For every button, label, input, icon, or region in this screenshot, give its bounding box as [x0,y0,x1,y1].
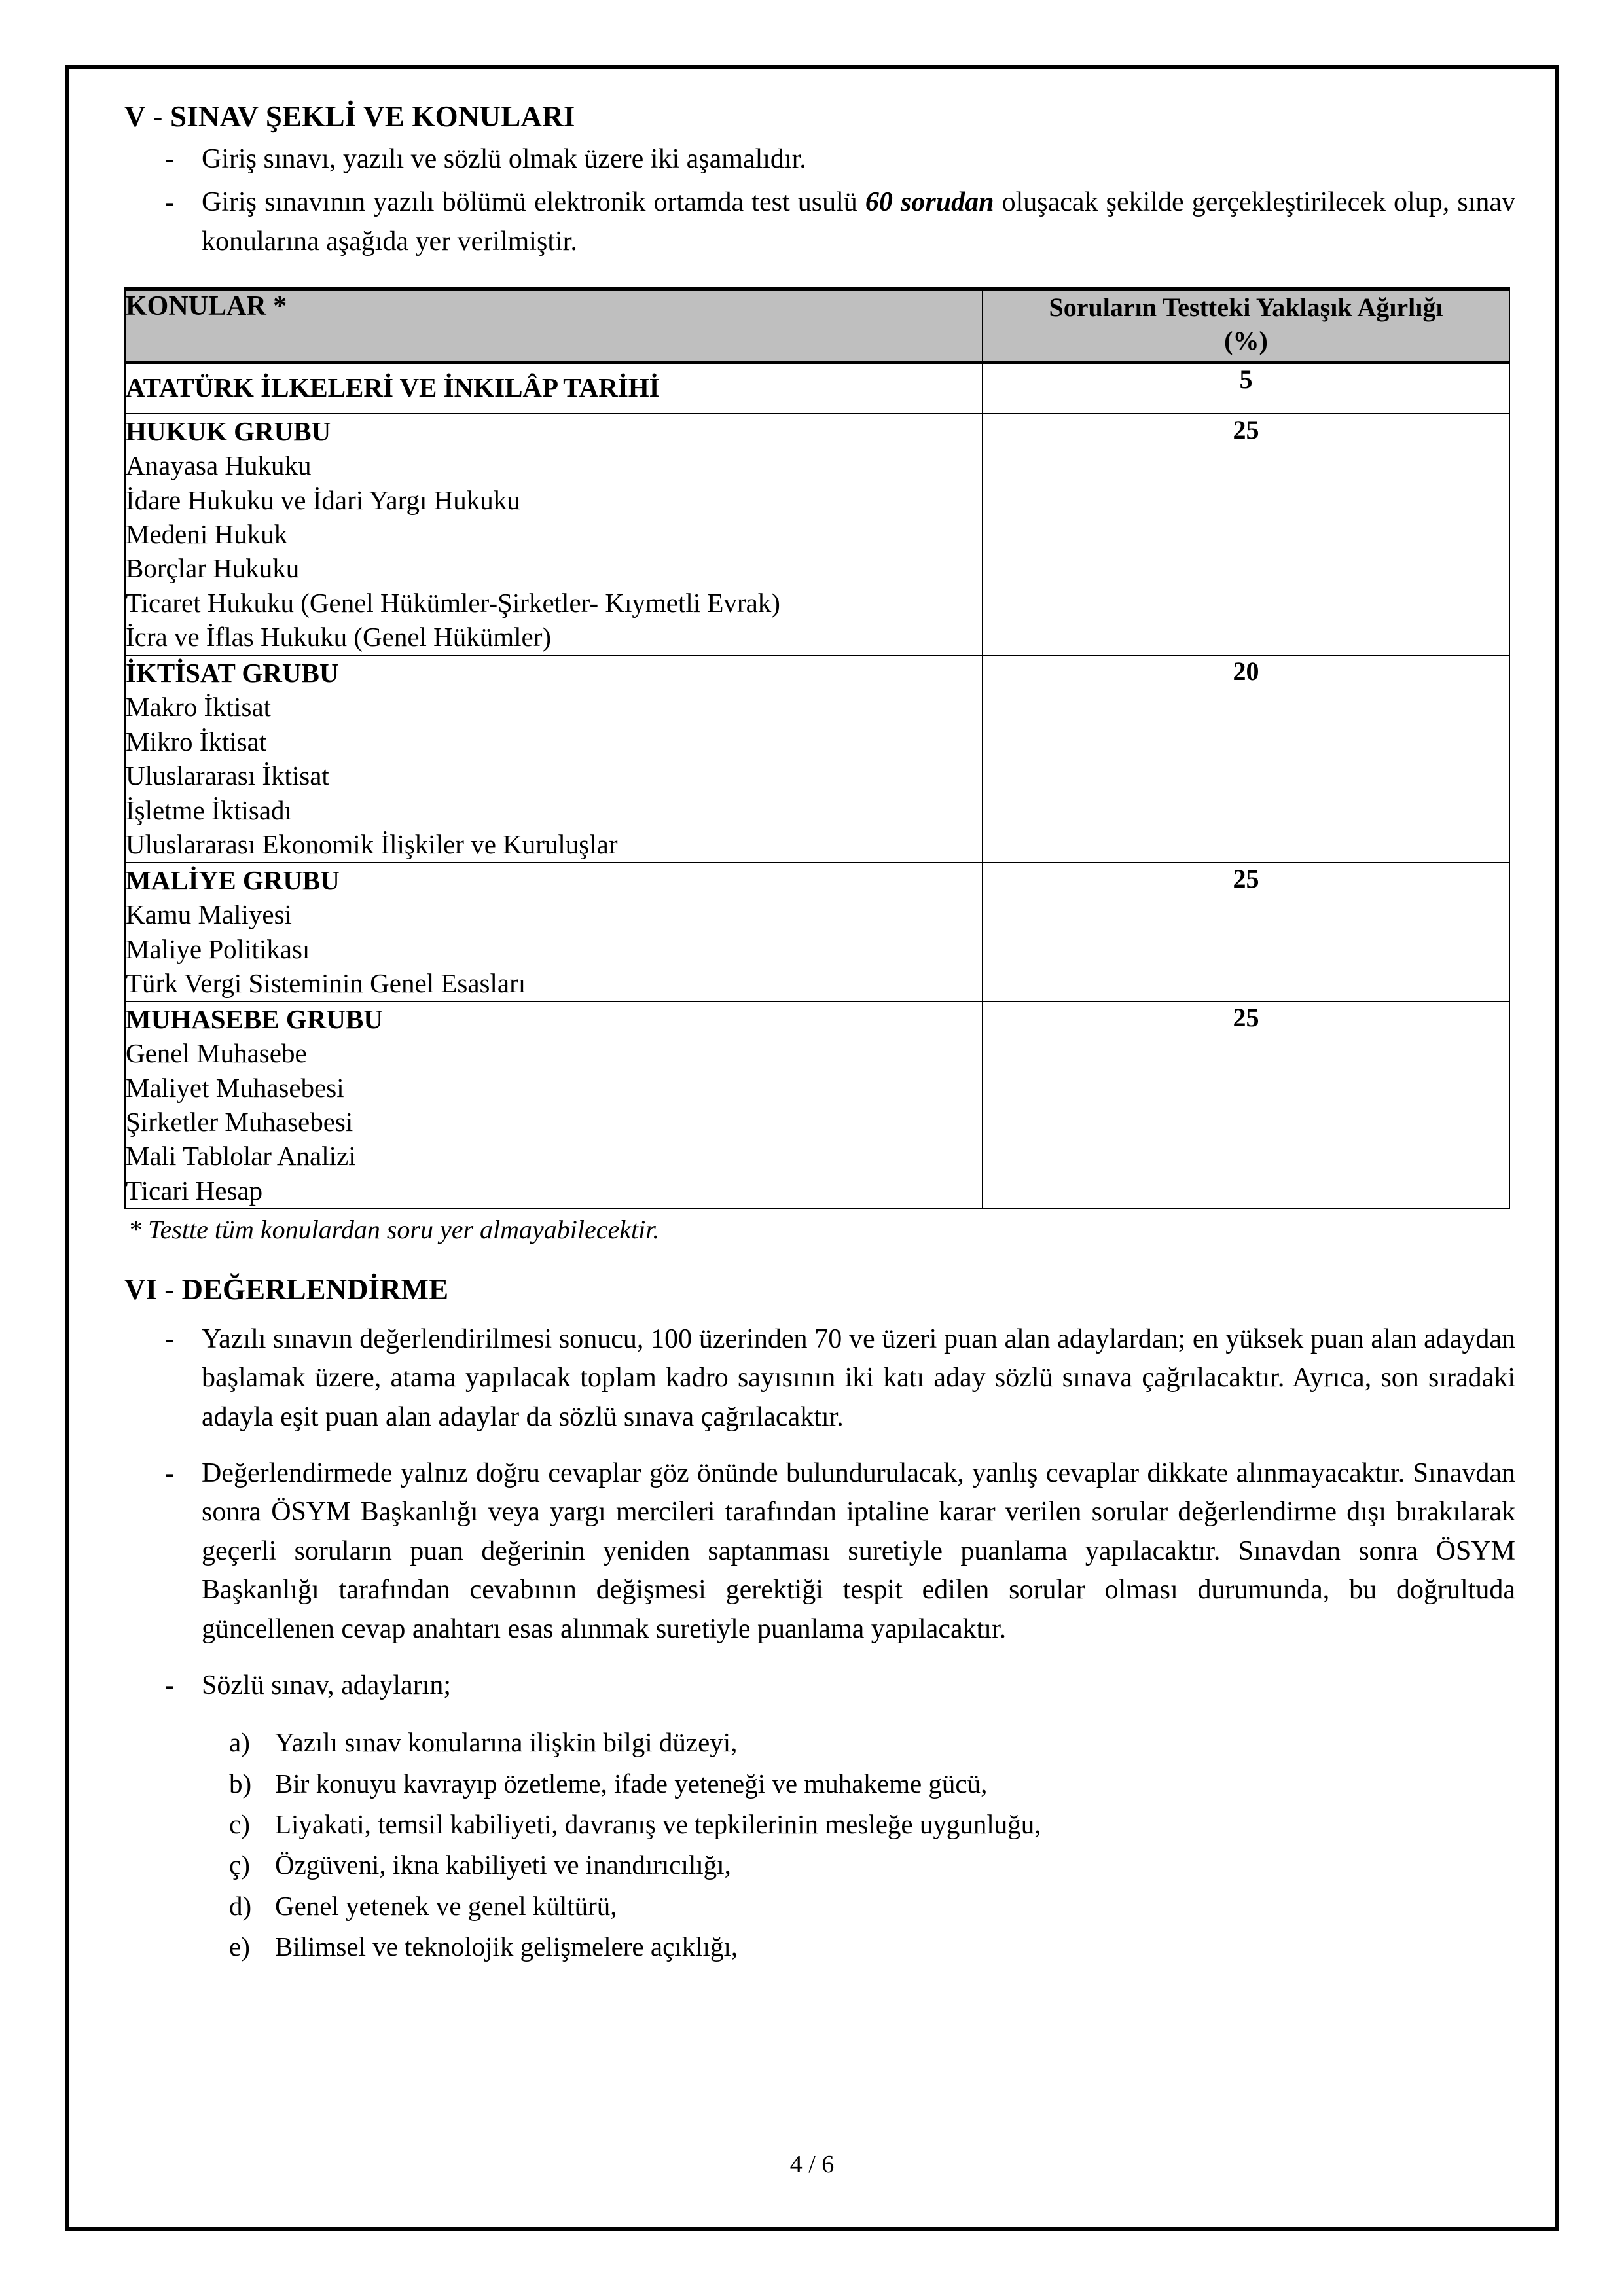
list-item [124,1804,1515,1844]
list-item [124,1926,1515,1967]
column-header-topics: KONULAR * [125,289,983,363]
topic-item: İşletme İktisadı [126,795,292,825]
topic-group-title: MUHASEBE GRUBU [126,1003,383,1034]
weight-cell: 25 [983,414,1509,655]
topic-item: Şirketler Muhasebesi [126,1106,353,1137]
list-marker: a) [229,1727,250,1758]
topic-cell [125,1001,983,1209]
criteria-text: Genel yetenek ve genel kültürü, [275,1890,617,1921]
topic-group-title: MALİYE GRUBU [126,865,340,895]
topic-item: Uluslararası Ekonomik İlişkiler ve Kuruluşlar [126,829,618,860]
list-item [124,183,1515,261]
column-header-weight [983,289,1509,363]
topic-cell [125,414,983,655]
topic-item: Borçlar Hukuku [126,553,300,584]
bullet-text-post: oluşacak şekilde gerçekleştirilecek olup, sınav konularına aşağıda yer verilmiştir. [202,187,1515,257]
page-footer [0,2150,1624,2179]
weight-cell: 25 [983,863,1509,1001]
list-item [124,1722,1515,1763]
topic-item: Mali Tablolar Analizi [126,1141,356,1172]
list-marker: e) [229,1931,250,1962]
list-marker: ç) [229,1850,250,1880]
topic-item: İdare Hukuku ve İdari Yargı Hukuku [126,484,520,515]
topic-item: Maliyet Muhasebesi [126,1072,344,1103]
table-row [125,414,1509,655]
topic-item: İcra ve İflas Hukuku (Genel Hükümler) [126,622,552,653]
topic-cell [125,363,983,413]
list-item [124,1763,1515,1804]
list-item [124,1844,1515,1885]
criteria-text: Liyakati, temsil kabiliyeti, davranış ve tepkilerinin mesleğe uygunluğu, [275,1808,1041,1839]
topic-item: Anayasa Hukuku [126,450,312,481]
column-header-weight-line1: Soruların Testteki Yaklaşık Ağırlığı [1049,293,1443,323]
topic-item: Medeni Hukuk [126,519,288,549]
weight-cell: 25 [983,1001,1509,1209]
list-item [124,1320,1515,1437]
dash-marker: - [165,1458,174,1488]
column-header-weight-line2: (%) [1224,326,1268,356]
topic-item: Ticari Hesap [126,1175,263,1206]
table-header-row [125,289,1509,363]
criteria-text: Yazılı sınav konularına ilişkin bilgi düzeyi, [275,1727,738,1758]
list-item [124,1886,1515,1926]
table-row [125,1001,1509,1209]
list-item [124,1454,1515,1649]
bullet-text: Değerlendirmede yalnız doğru cevaplar göz önünde bulundurulacak, yanlış cevaplar dikkate alınmayacaktır. Sınavdan sonra ÖSYM Başkanlığı veya yargı mercileri tarafından iptaline karar verilen sorular değerlendirme dışı bırakılarak geçerli soruların puan değerinin yeniden saptanması suretiyle puanlama yapılacaktır. Sınavdan sonra ÖSYM Başkanlığı tarafından cevabının değişmesi gerektiği tespit edilen sorular olması durumunda, bu doğrultuda güncellenen cevap anahtarı esas alınmak suretiyle puanlama yapılacaktır. [202,1458,1515,1644]
list-item [124,140,1515,179]
table-row [125,863,1509,1001]
bullet-text: Sözlü sınav, adayların; [202,1670,452,1700]
topic-group-title: HUKUK GRUBU [126,416,331,446]
dash-marker: - [165,187,174,217]
section-v-heading: V - SINAV ŞEKLİ VE KONULARI [124,100,575,133]
topic-item: Makro İktisat [126,692,272,723]
table-footnote: * Testte tüm konulardan soru yer almayabilecektir. [128,1215,660,1245]
dash-marker: - [165,144,174,175]
subjects-weight-table [124,287,1510,1209]
topic-item: Maliye Politikası [126,933,310,964]
dash-marker: - [165,1670,174,1700]
section-vi-bullet-list [124,1320,1515,1706]
section-v-bullet-list [124,140,1515,261]
bullet-text: Yazılı sınavın değerlendirilmesi sonucu, 100 üzerinden 70 ve üzeri puan alan adaylardan; en yüksek puan alan adaydan başlamak üzere, atama yapılacak toplam kadro sayısının iki katı aday sözlü sınava çağrılacaktır. Ayrıca, son sıradaki adayla eşit puan alan adaylar da sözlü sınava çağrılacaktır. [202,1323,1515,1432]
topic-group-title: İKTİSAT GRUBU [126,657,339,688]
topic-item: Mikro İktisat [126,726,267,757]
criteria-text: Bir konuyu kavrayıp özetleme, ifade yeteneği ve muhakeme gücü, [275,1768,988,1799]
bullet-text: Giriş sınavı, yazılı ve sözlü olmak üzere iki aşamalıdır. [202,144,806,175]
page-number: 4 / 6 [789,2151,835,2178]
list-item [124,1666,1515,1706]
topic-group-title: ATATÜRK İLKELERİ VE İNKILÂP TARİHİ [126,372,660,403]
topic-item: Ticaret Hukuku (Genel Hükümler-Şirketler- Kıymetli Evrak) [126,587,780,618]
weight-cell: 20 [983,655,1509,863]
topic-item: Kamu Maliyesi [126,899,292,930]
criteria-text: Özgüveni, ikna kabiliyeti ve inandırıcılığı, [275,1850,731,1880]
bullet-text-emphasis: 60 sorudan [865,187,994,217]
topic-cell [125,863,983,1001]
list-marker: b) [229,1768,252,1799]
topic-cell [125,655,983,863]
section-vi-heading: VI - DEĞERLENDİRME [124,1273,449,1306]
bullet-text-pre: Giriş sınavının yazılı bölümü elektronik ortamda test usulü [202,187,865,217]
topic-item: Uluslararası İktisat [126,761,329,791]
table-row [125,655,1509,863]
topic-item: Genel Muhasebe [126,1038,307,1069]
weight-cell: 5 [983,363,1509,413]
list-marker: d) [229,1890,252,1921]
dash-marker: - [165,1323,174,1354]
oral-exam-criteria-list [124,1722,1515,1967]
table-row [125,363,1509,413]
topic-item: Türk Vergi Sisteminin Genel Esasları [126,968,526,999]
page-content [124,98,1515,1967]
criteria-text: Bilimsel ve teknolojik gelişmelere açıklığı, [275,1931,738,1962]
list-marker: c) [229,1808,250,1839]
